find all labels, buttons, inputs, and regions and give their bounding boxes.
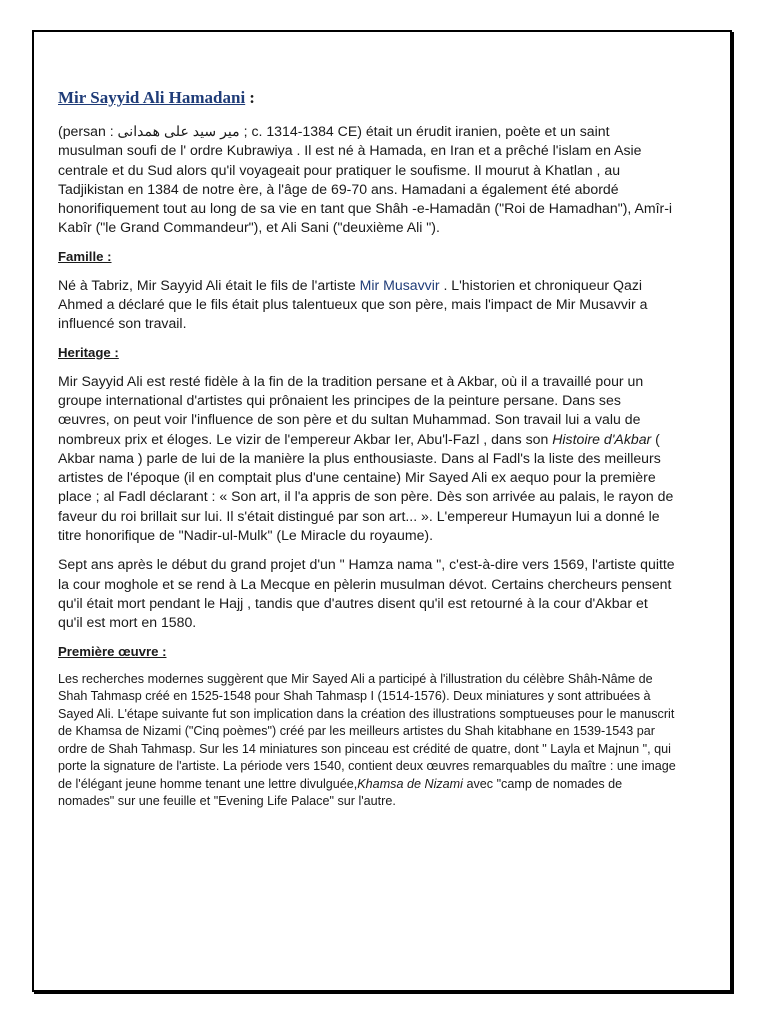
- premiere-text-1a: Les recherches modernes suggèrent que Mir Sayed Ali a participé à l'illustration du célèbre Shâh-Nâme de Shah Tahmasp créé en 1525-1548 pour Shah Tahmasp I (1514-1576). Deux miniatures y sont attribuées à Sayed Ali. L'étape suivante fut son implication dans la création des illustrations somptueuses pour le manuscrit de Khamsa de Nizami ("Cinq poèmes") créé par les meilleurs artistes du Shah kitabhane en 1539-1543 par ordre de Shah Tahmasp. Sur les 14 miniatures son pinceau est crédité de quatre, dont " Layla et Majnun ", qui porte la signature de l'artiste. La période vers 1540, contient deux œuvres remarquables du maître : une image de l'élégant jeune homme tenant une lettre divulguée,: [58, 671, 676, 791]
- premiere-paragraph: [58, 671, 676, 811]
- premiere-heading: Première œuvre :: [58, 643, 167, 659]
- heritage-heading: Heritage :: [58, 344, 119, 360]
- famille-paragraph: [58, 276, 676, 334]
- heritage-text-1a: Mir Sayyid Ali est resté fidèle à la fin de la tradition persane et à Akbar, où il a travaillé pour un groupe international d'artistes qui prônaient les principes de la peinture persane. Dans ses œuvres, on peut voir l'influence de son père et du sultan Muhammad. Son travail lui a valu de nombreux prix et éloges. Le vizir de l'empereur Akbar Ier, Abu'l-Fazl , dans son: [58, 372, 644, 447]
- premiere-italic: Khamsa de Nizami: [357, 776, 463, 791]
- mir-musavvir-link[interactable]: Mir Musavvir: [359, 276, 440, 293]
- document-content: [58, 56, 676, 811]
- heritage-text-1b: ( Akbar nama ) parle de lui de la manière la plus enthousiaste. Dans al Fadl's la liste des meilleurs artistes de l'époque (il en comptait plus d'une centaine) Mir Sayed Ali ex aequo pour la première place ; al Fadl déclarant : « Son art, il l'a appris de son père. Dès son arrivée au palais, le rayon de faveur du roi brillait sur lui. Il s'était distingué par son art... ». L'empereur Humayun lui a donné le titre honorifique de "Nadir-ul-Mulk" (Le Miracle du royaume).: [58, 430, 674, 544]
- famille-text-2: . L'historien et chroniqueur Qazi Ahmed a déclaré que le fils était plus talentueux que son père, mais l'impact de Mir Musavvir a influencé son travail.: [58, 276, 648, 332]
- title-line: [58, 87, 676, 109]
- arabic-name: میر سید علی همدانی: [117, 123, 240, 139]
- title-colon: :: [249, 88, 255, 107]
- intro-text-1: (persan :: [58, 123, 118, 139]
- heritage-paragraph-1: [58, 372, 676, 546]
- premiere-text-1b: avec "camp de nomades de nomades" sur une feuille et "Evening Life Palace" sur l'autre.: [58, 776, 623, 809]
- famille-text-1: Né à Tabriz, Mir Sayyid Ali était le fils de l'artiste: [58, 276, 360, 293]
- heritage-italic: Histoire d'Akbar: [552, 430, 652, 447]
- page-title: Mir Sayyid Ali Hamadani: [58, 88, 246, 107]
- famille-heading: Famille :: [58, 248, 112, 264]
- heritage-paragraph-2: Sept ans après le début du grand projet d'un " Hamza nama ", c'est-à-dire vers 1569, l'artiste quitte la cour moghole et se rend à La Mecque en pèlerin musulman dévot. Certains chercheurs pensent qu'il était mort pendant le Hajj , tandis que d'autres disent qu'il est retourné à la cour d'Akbar et qu'il est mort en 1580.: [58, 556, 675, 631]
- intro-paragraph: [58, 122, 676, 238]
- intro-text-2: ; c. 1314-1384 CE) était un érudit iranien, poète et un saint musulman soufi de l' ordre Kubrawiya . Il est né à Hamada, en Iran et a prêché l'islam en Asie centrale et du Sud alors qu'il voyageait pour pratiquer le soufisme. Il mourut à Khatlan , au Tadjikistan en 1384 de notre ère, à l'âge de 69-70 ans. Hamadani a également été abordé honorifiquement tout au long de sa vie en tant que Shâh -e-Hamadān ("Roi de Hamadhan"), Amîr-i Kabîr ("le Grand Commandeur"), et Ali Sani ("deuxième Ali ").: [58, 123, 673, 236]
